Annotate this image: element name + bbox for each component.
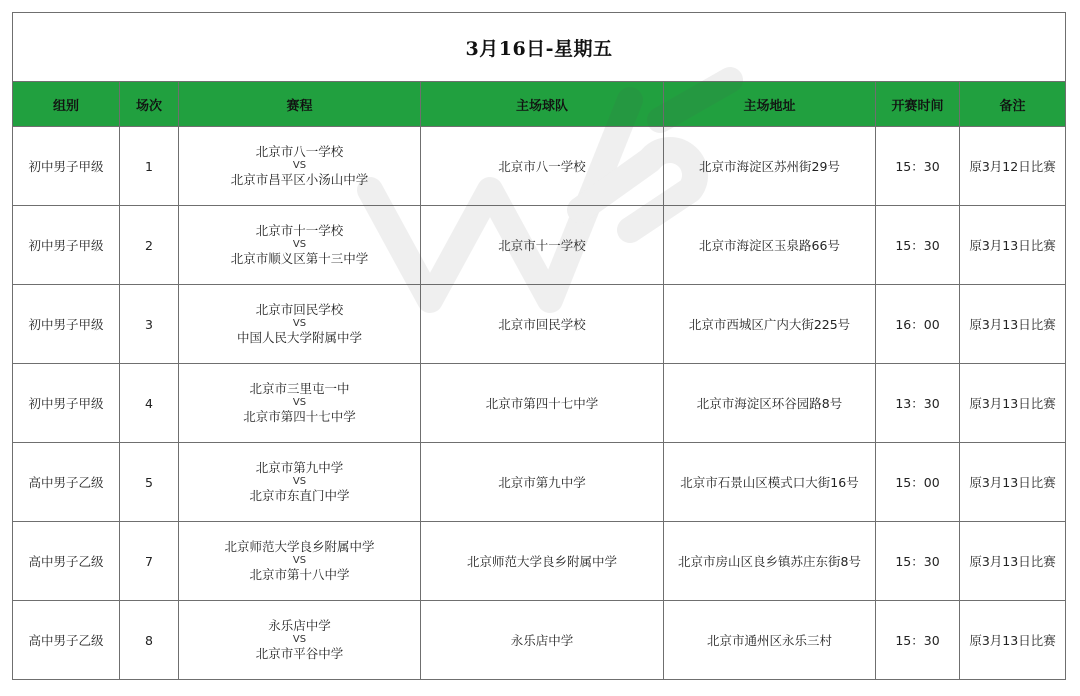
- table-row: [13, 364, 1066, 443]
- fixture-away: 北京市顺义区第十三中学: [230, 251, 369, 266]
- cell-group: 初中男子甲级: [13, 285, 120, 364]
- fixture-home: 北京市回民学校: [255, 302, 344, 317]
- fixture-vs: VS: [292, 239, 307, 250]
- cell-match-no: 5: [120, 443, 179, 522]
- cell-note: 原3月13日比赛: [960, 601, 1066, 680]
- cell-group: 高中男子乙级: [13, 601, 120, 680]
- table-row: [13, 443, 1066, 522]
- cell-address: 北京市房山区良乡镇苏庄东街8号: [664, 522, 876, 601]
- cell-home-team: 北京市回民学校: [421, 285, 664, 364]
- column-header-group: 组别: [13, 82, 120, 127]
- schedule-sheet: [12, 12, 1065, 680]
- cell-match-no: 4: [120, 364, 179, 443]
- cell-time: 15：30: [876, 206, 960, 285]
- fixture-away: 北京市平谷中学: [255, 646, 344, 661]
- column-header-address: 主场地址: [664, 82, 876, 127]
- cell-note: 原3月13日比赛: [960, 364, 1066, 443]
- cell-group: 高中男子乙级: [13, 522, 120, 601]
- cell-address: 北京市石景山区模式口大街16号: [664, 443, 876, 522]
- fixture-vs: VS: [292, 318, 307, 329]
- column-header-home-team: 主场球队: [421, 82, 664, 127]
- cell-match-no: 2: [120, 206, 179, 285]
- cell-fixture: [179, 127, 421, 206]
- cell-fixture: [179, 443, 421, 522]
- fixture-away: 北京市第四十七中学: [243, 409, 356, 424]
- cell-match-no: 7: [120, 522, 179, 601]
- cell-fixture: [179, 601, 421, 680]
- table-row: [13, 601, 1066, 680]
- fixture-vs: VS: [292, 555, 307, 566]
- table-row: [13, 127, 1066, 206]
- cell-group: 初中男子甲级: [13, 127, 120, 206]
- cell-note: 原3月12日比赛: [960, 127, 1066, 206]
- fixture-vs: VS: [292, 397, 307, 408]
- cell-home-team: 北京市第九中学: [421, 443, 664, 522]
- fixture-home: 北京市十一学校: [255, 223, 344, 238]
- cell-fixture: [179, 364, 421, 443]
- fixture-vs: VS: [292, 476, 307, 487]
- cell-fixture: [179, 285, 421, 364]
- cell-match-no: 1: [120, 127, 179, 206]
- cell-time: 15：30: [876, 522, 960, 601]
- cell-note: 原3月13日比赛: [960, 285, 1066, 364]
- cell-fixture: [179, 206, 421, 285]
- fixture-away: 北京市第十八中学: [249, 567, 350, 582]
- cell-time: 15：30: [876, 601, 960, 680]
- fixture-away: 中国人民大学附属中学: [236, 330, 362, 345]
- cell-group: 初中男子甲级: [13, 206, 120, 285]
- cell-fixture: [179, 522, 421, 601]
- cell-match-no: 3: [120, 285, 179, 364]
- cell-group: 高中男子乙级: [13, 443, 120, 522]
- cell-match-no: 8: [120, 601, 179, 680]
- cell-home-team: 永乐店中学: [421, 601, 664, 680]
- header-row: [13, 82, 1066, 127]
- cell-home-team: 北京市第四十七中学: [421, 364, 664, 443]
- table-row: [13, 285, 1066, 364]
- cell-group: 初中男子甲级: [13, 364, 120, 443]
- fixture-vs: VS: [292, 634, 307, 645]
- cell-note: 原3月13日比赛: [960, 522, 1066, 601]
- fixture-away: 北京市东直门中学: [249, 488, 350, 503]
- fixture-home: 北京师范大学良乡附属中学: [224, 539, 375, 554]
- cell-note: 原3月13日比赛: [960, 206, 1066, 285]
- column-header-match-no: 场次: [120, 82, 179, 127]
- column-header-note: 备注: [960, 82, 1066, 127]
- cell-time: 15：30: [876, 127, 960, 206]
- cell-address: 北京市海淀区玉泉路66号: [664, 206, 876, 285]
- column-header-fixture: 赛程: [179, 82, 421, 127]
- cell-address: 北京市西城区广内大街225号: [664, 285, 876, 364]
- cell-note: 原3月13日比赛: [960, 443, 1066, 522]
- column-header-time: 开赛时间: [876, 82, 960, 127]
- fixture-home: 北京市第九中学: [255, 460, 344, 475]
- cell-time: 16：00: [876, 285, 960, 364]
- table-title: 3月16日-星期五: [13, 13, 1066, 82]
- fixture-away: 北京市昌平区小汤山中学: [230, 172, 369, 187]
- table-body: [13, 127, 1066, 680]
- fixture-home: 永乐店中学: [268, 618, 331, 633]
- cell-home-team: 北京师范大学良乡附属中学: [421, 522, 664, 601]
- fixture-vs: VS: [292, 160, 307, 171]
- schedule-table: [12, 12, 1066, 680]
- fixture-home: 北京市三里屯一中: [249, 381, 350, 396]
- fixture-home: 北京市八一学校: [255, 144, 344, 159]
- cell-home-team: 北京市八一学校: [421, 127, 664, 206]
- table-row: [13, 522, 1066, 601]
- cell-address: 北京市海淀区环谷园路8号: [664, 364, 876, 443]
- cell-address: 北京市通州区永乐三村: [664, 601, 876, 680]
- cell-time: 15：00: [876, 443, 960, 522]
- cell-home-team: 北京市十一学校: [421, 206, 664, 285]
- cell-time: 13：30: [876, 364, 960, 443]
- table-row: [13, 206, 1066, 285]
- cell-address: 北京市海淀区苏州街29号: [664, 127, 876, 206]
